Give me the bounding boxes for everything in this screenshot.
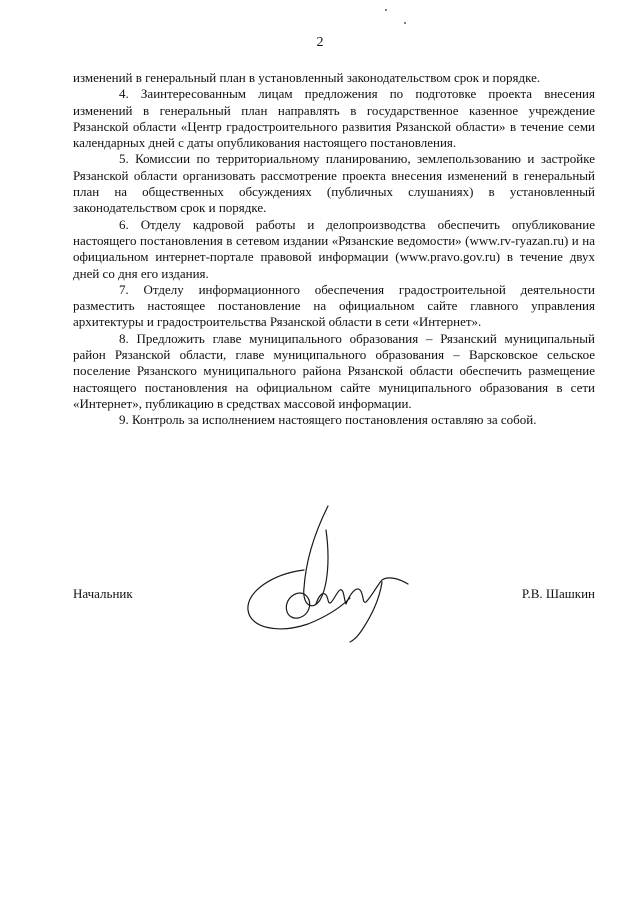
page-number: 2 xyxy=(316,35,324,50)
signer-name: Р.В. Шашкин xyxy=(521,586,595,601)
signer-position: Начальник xyxy=(73,586,133,601)
paragraph-5: 5. Комиссии по территориальному планированию, землепользованию и застройке Рязанской области организовать рассмотрение проекта внесения изменений в генеральный план на общественных обсуждениях (публичных слушаниях) в установленный законодательством срок и порядке. xyxy=(73,151,595,216)
paragraph-8: 8. Предложить главе муниципального образования – Рязанский муниципальный район Рязанской области, главе муниципального образования – Варсковское сельское поселение Рязанского муниципального района Рязанской области обеспечить размещение настоящего постановления на официальном сайте муниципального образования в сети «Интернет», публикацию в средствах массовой информации. xyxy=(73,330,595,411)
signature-block xyxy=(73,586,595,606)
paragraph-9: 9. Контроль за исполнением настоящего постановления оставляю за собой. xyxy=(119,412,537,428)
scan-speck xyxy=(404,22,406,24)
paragraph-continuation: изменений в генеральный план в установленный законодательством срок и порядке. xyxy=(73,70,541,85)
scan-speck xyxy=(385,9,387,11)
paragraph-7: 7. Отделу информационного обеспечения градостроительной деятельности разместить настоящее постановление на официальном сайте главного управления архитектуры и градостроительства Рязанской области в сети «Интернет». xyxy=(73,281,595,330)
paragraph-6: 6. Отделу кадровой работы и делопроизводства обеспечить опубликование настоящего постановления в сетевом издании «Рязанские ведомости» (www.rv-ryazan.ru) и на официальном интернет-портале правовой информации (www.pravo.gov.ru) в течение двух дней со дня его издания. xyxy=(73,216,595,281)
paragraph-4: 4. Заинтересованным лицам предложения по подготовке проекта внесения изменений в генеральный план направлять в государственное казенное учреждение Рязанской области «Центр градостроительного развития Рязанской области» в течение семи календарных дней с даты опубликования настоящего постановления. xyxy=(73,86,595,151)
document-body xyxy=(73,70,595,429)
handwritten-signature xyxy=(232,500,428,650)
